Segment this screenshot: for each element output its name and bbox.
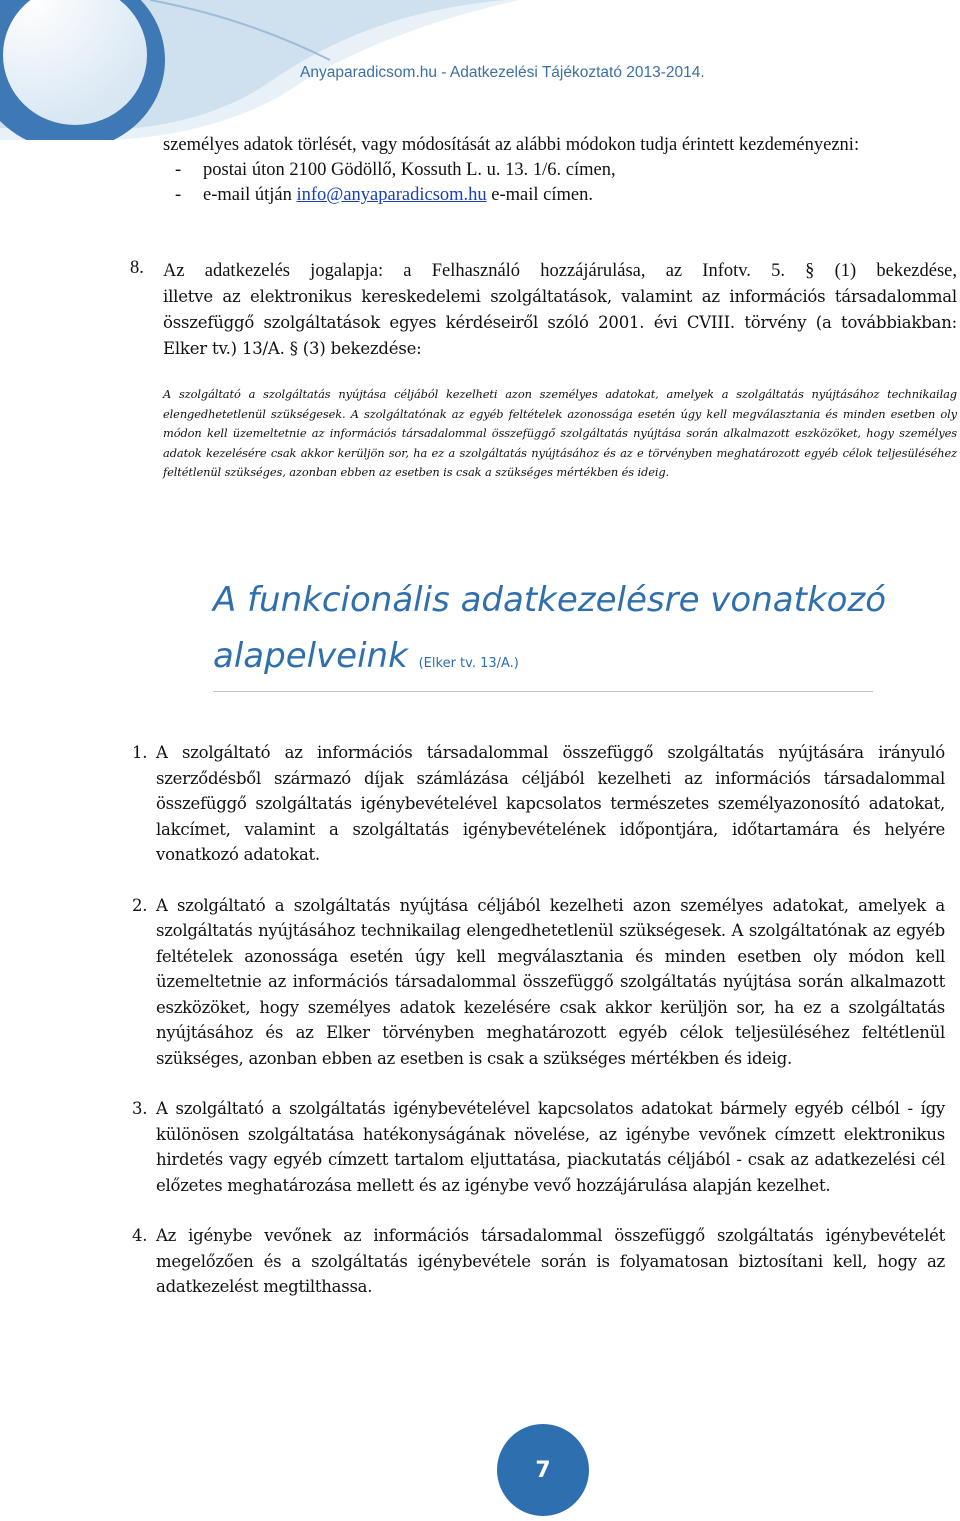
- section-8-text-2: illetve az elektronikus kereskedelemi szolgáltatások, valamint az információs társadalommal összefüggő szolgáltatások egyes kérdéseiről szóló 2001. évi CVIII. törvény (a továbbiakban: Elker tv.) 13/A. § (3) bekezdése:: [163, 287, 957, 358]
- list-item: [132, 893, 945, 1072]
- list-item: [132, 1223, 945, 1300]
- list-item-text: A szolgáltató az információs társadalommal összefüggő szolgáltatás nyújtására irányuló szerződésből származó díjak számlázása céljából kezelheti az információs társadalommal összefüggő szolgáltatás igénybevételével kapcsolatos természetes személyazonosító adatokat, lakcímet, valamint a szolgáltatás igénybevételének időpontjára, időtartamára és helyére vonatkozó adatokat.: [156, 743, 945, 864]
- email-link[interactable]: info@anyaparadicsom.hu: [296, 185, 487, 205]
- heading-reference: (Elker tv. 13/A.): [418, 656, 519, 671]
- list-item-number: 1.: [132, 743, 148, 762]
- bullet-dash: -: [175, 185, 182, 205]
- bullet-email: [163, 183, 957, 208]
- bullet-dash: -: [175, 160, 182, 180]
- list-item-number: 2.: [132, 895, 148, 915]
- heading-line-2: alapelveink: [213, 636, 408, 676]
- list-item: [132, 1096, 945, 1198]
- heading-line-1: A funkcionális adatkezelésre vonatkozó: [213, 580, 887, 620]
- page-number-badge: [497, 1424, 589, 1516]
- intro-text: személyes adatok törlését, vagy módosítását az alábbi módokon tudja érintett kezdeményezni:: [163, 135, 860, 155]
- intro-section: [163, 133, 957, 208]
- list-item-text: A szolgáltató a szolgáltatás igénybevételével kapcsolatos adatokat bármely egyéb célból - így különösen szolgáltatása hatékonyságának növelése, az igénybe vevőnek címzett elektronikus hirdetés vagy egyéb címzett tartalom eljuttatása, piackutatás céljából - csak az adatkezelési cél előzetes meghatározása mellett és az igénybe vevő hozzájárulása alapján kezelhet.: [156, 1099, 945, 1195]
- list-item-text: A szolgáltató a szolgáltatás nyújtása céljából kezelheti azon személyes adatokat, amelyek a szolgáltatás nyújtásához technikailag elengedhetetlenül szükségesek. A szolgáltatónak az egyéb feltételek azonossága esetén úgy kell megválasztania és minden esetben oly módon kell üzemeltetnie az információs társadalommal összefüggő szolgáltatás nyújtása során alkalmazott eszközöket, hogy személyes adatok kezelésére csak akkor kerüljön sor, ha ez a szolgáltatás nyújtásához és az Elker törvényben meghatározott egyéb célok teljesüléséhez feltétlenül szükséges, azonban ebben az esetben is csak a szükséges mértékben és ideig.: [156, 895, 945, 1068]
- list-item: [132, 740, 945, 868]
- list-item-number: 4.: [132, 1226, 148, 1245]
- bullet-postal: [163, 158, 957, 183]
- list-item-number: 3.: [132, 1099, 148, 1118]
- principles-list: [132, 740, 945, 1300]
- page-number: 7: [535, 1457, 551, 1483]
- section-heading: [213, 572, 913, 692]
- heading-divider: [213, 691, 873, 692]
- section-8-number: 8.: [130, 258, 144, 278]
- bullet-postal-text: postai úton 2100 Gödöllő, Kossuth L. u. 13. 1/6. címen,: [203, 160, 616, 180]
- section-8-text-1: Az adatkezelés jogalapja: a Felhasználó hozzájárulása, az Infotv. 5. § (1) bekezdése,: [163, 261, 957, 281]
- list-item-text: Az igénybe vevőnek az információs társadalommal összefüggő szolgáltatás igénybevételét megelőzően és a szolgáltatás igénybevétele során is folyamatosan biztosítani kell, hogy az adatkezelést megtilthassa.: [156, 1226, 945, 1296]
- bullet-email-before: e-mail útján: [203, 185, 297, 205]
- bullet-email-after: e-mail címen.: [486, 185, 594, 205]
- legal-quote: A szolgáltató a szolgáltatás nyújtása céljából kezelheti azon személyes adatokat, amelyek a szolgáltatás nyújtásához technikailag elengedhetetlenül szükségesek. A szolgáltatónak az egyéb feltételek azonossága esetén úgy kell megválasztania és minden esetben oly módon kell üzemeltetnie az információs társadalommal összefüggő szolgáltatás nyújtása során alkalmazott eszközöket, hogy személyes adatok kezelésére csak akkor kerüljön sor, ha ez a szolgáltatás nyújtásához és az e törvényben meghatározott egyéb célok teljesüléséhez feltétlenül szükséges, azonban ebben az esetben is csak a szükséges mértékben és ideig.: [163, 387, 957, 479]
- document-header-title: Anyaparadicsom.hu - Adatkezelési Tájékoztató 2013-2014.: [300, 64, 705, 81]
- section-8: [130, 258, 957, 362]
